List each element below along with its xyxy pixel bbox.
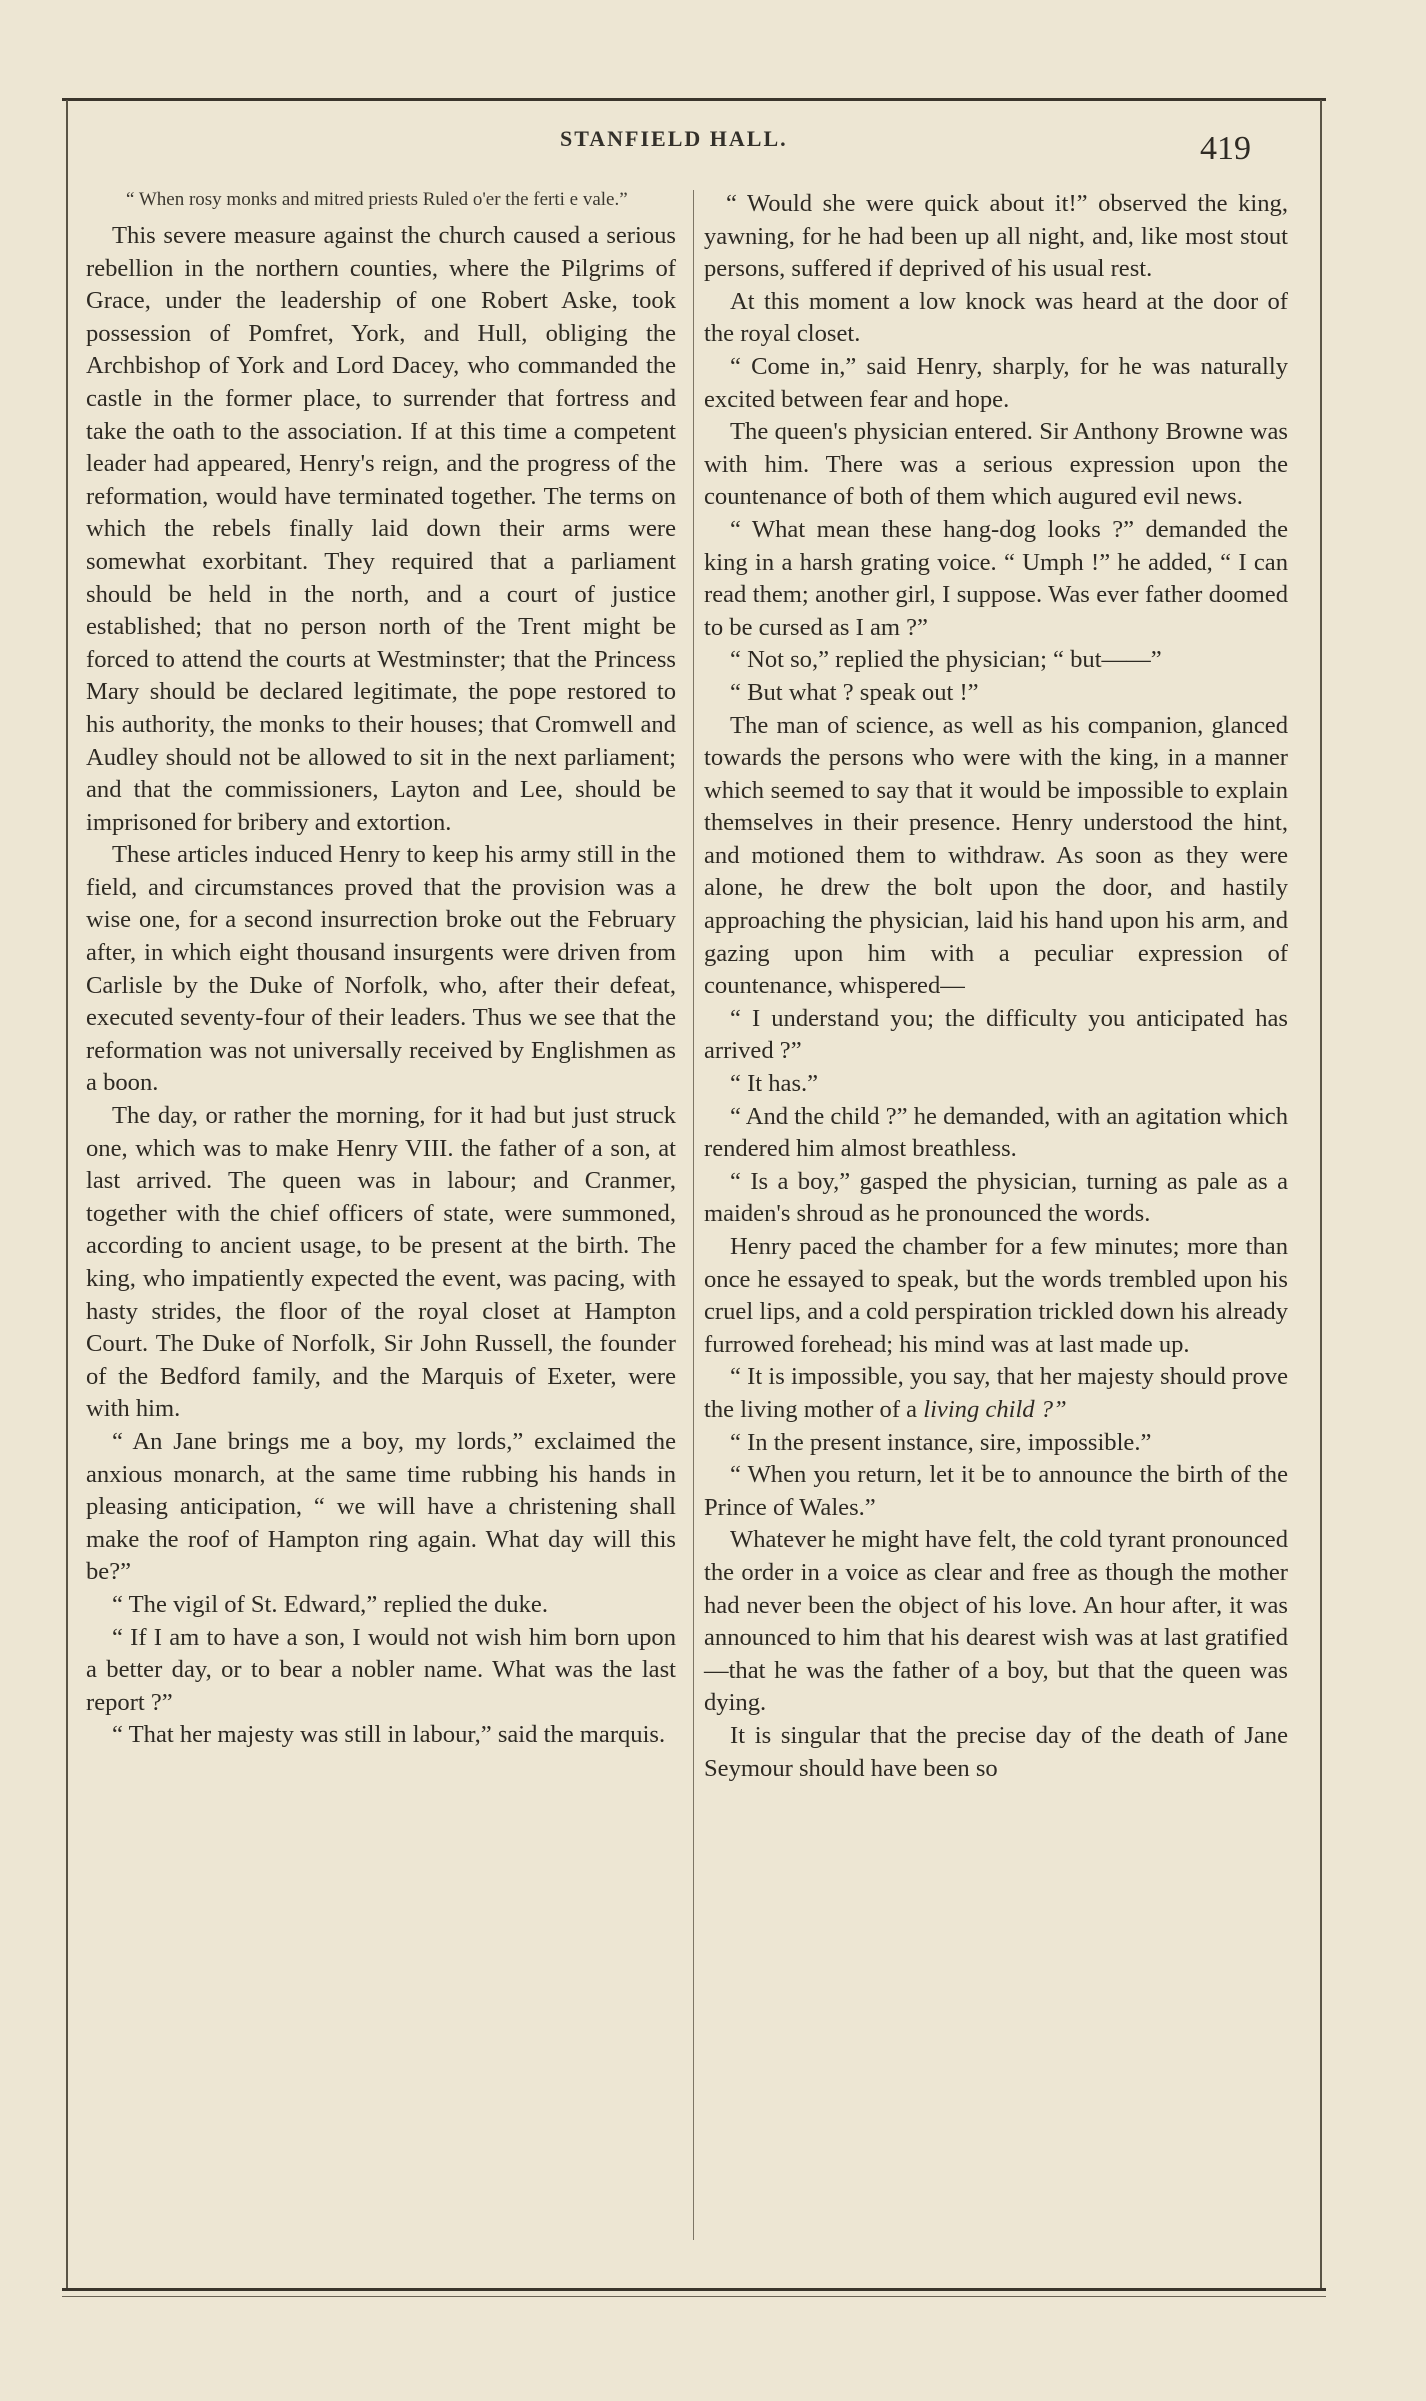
paragraph: “ In the present instance, sire, impossible.” — [730, 1428, 1152, 1456]
paragraph: “ Is a boy,” gasped the physician, turning as pale as a maiden's shroud as he pronounced the words. — [704, 1167, 1288, 1228]
quote-text: “ It is impossible, you say, that her majesty should prove the living mother of a — [704, 1363, 1288, 1423]
paragraph: “ The vigil of St. Edward,” replied the duke. — [112, 1590, 548, 1618]
paragraph: Henry paced the chamber for a few minutes; more than once he essayed to speak, but the words trembled upon his cruel lips, and a cold perspiration trickled down his already furrowed forehead; his mind was at last made up. — [704, 1233, 1288, 1358]
paragraph: The queen's physician entered. Sir Anthony Browne was with him. There was a serious expression upon the countenance of both of them which augured evil news. — [704, 418, 1288, 511]
paragraph: “ It has.” — [730, 1070, 819, 1098]
paragraph: “ Come in,” said Henry, sharply, for he was naturally excited between fear and hope. — [704, 352, 1288, 413]
quote-italic: living child ?” — [923, 1395, 1067, 1423]
paragraph: “ But what ? speak out !” — [730, 678, 979, 706]
right-column — [704, 188, 1288, 1785]
paragraph: “ Not so,” replied the physician; “ but——” — [730, 646, 1162, 674]
paragraph: “ And the child ?” he demanded, with an agitation which rendered him almost breathless. — [704, 1102, 1288, 1163]
bottom-rule-thin — [62, 2296, 1326, 2297]
paragraph: “ That her majesty was still in labour,” said the marquis. — [112, 1721, 666, 1749]
bottom-rule — [62, 2288, 1326, 2291]
epigraph: “ When rosy monks and mitred priests Ruled o'er the ferti e vale.” — [126, 189, 628, 210]
page-number: 419 — [1200, 130, 1251, 167]
top-rule — [62, 98, 1326, 101]
paragraph: “ If I am to have a son, I would not wish him born upon a better day, or to bear a nobler name. What was the last report ?” — [86, 1623, 676, 1716]
paragraph-with-italic — [704, 1361, 1288, 1426]
left-column — [86, 188, 676, 1752]
paragraph: The day, or rather the morning, for it had but just struck one, which was to make Henry VIII. the father of a son, at last arrived. The queen was in labour; and Cranmer, together with the chief officers of state, were summoned, according to ancient usage, to be present at the birth. The king, who impatiently expected the event, was pacing, with hasty strides, the floor of the royal closet at Hampton Court. The Duke of Norfolk, Sir John Russell, the founder of the Bedford family, and the Marquis of Exeter, were with him. — [86, 1102, 676, 1423]
paragraph: At this moment a low knock was heard at the door of the royal closet. — [704, 287, 1288, 348]
paragraph: “ I understand you; the difficulty you anticipated has arrived ?” — [704, 1004, 1288, 1065]
running-head: STANFIELD HALL. — [560, 126, 788, 151]
paragraph: Whatever he might have felt, the cold tyrant pronounced the order in a voice as clear and free as though the mother had never been the object of his love. An hour after, it was announced to him that his dearest wish was at last gratified—that he was the father of a boy, but that the queen was dying. — [704, 1526, 1288, 1717]
paragraph: This severe measure against the church caused a serious rebellion in the northern counties, where the Pilgrims of Grace, under the leadership of one Robert Aske, took possession of Pomfret, York, and Hull, obliging the Archbishop of York and Lord Dacey, who commanded the castle in the former place, to surrender that fortress and take the oath to the association. If at this time a competent leader had appeared, Henry's reign, and the progress of the reformation, would have terminated together. The terms on which the rebels finally laid down their arms were somewhat exorbitant. They required that a parliament should be held in the north, and a court of justice established; that no person north of the Trent might be forced to attend the courts at Westminster; that the Princess Mary should be declared legitimate, the pope restored to his authority, the monks to their houses; that Cromwell and Audley should not be allowed to sit in the next parliament; and that the commissioners, Layton and Lee, should be imprisoned for bribery and extortion. — [86, 222, 676, 836]
column-divider — [693, 190, 694, 2240]
paragraph: “ An Jane brings me a boy, my lords,” exclaimed the anxious monarch, at the same time rubbing his hands in pleasing anticipation, “ we will have a christening shall make the roof of Hampton ring again. What day will this be?” — [86, 1427, 676, 1586]
paragraph: These articles induced Henry to keep his army still in the field, and circumstances proved that the provision was a wise one, for a second insurrection broke out the February after, in which eight thousand insurgents were driven from Carlisle by the Duke of Norfolk, who, after their defeat, executed seventy-four of their leaders. Thus we see that the reformation was not universally received by Englishmen as a boon. — [86, 841, 676, 1097]
paragraph: “ What mean these hang-dog looks ?” demanded the king in a harsh grating voice. “ Umph !” he added, “ I can read them; another girl, I suppose. Was ever father doomed to be cursed as I am ?” — [704, 515, 1288, 641]
paragraph: “ Would she were quick about it!” observed the king, yawning, for he had been up all night, and, like most stout persons, suffered if deprived of his usual rest. — [704, 190, 1288, 283]
right-border — [1320, 100, 1322, 2290]
paragraph: The man of science, as well as his companion, glanced towards the persons who were with the king, in a manner which seemed to say that it would be impossible to explain themselves in their presence. Henry understood the hint, and motioned them to withdraw. As soon as they were alone, he drew the bolt upon the door, and hastily approaching the physician, laid his hand upon his arm, and gazing upon him with a peculiar expression of countenance, whispered— — [704, 711, 1288, 1000]
paragraph: “ When you return, let it be to announce the birth of the Prince of Wales.” — [704, 1461, 1288, 1521]
paragraph: It is singular that the precise day of the death of Jane Seymour should have been so — [704, 1721, 1288, 1782]
left-border — [66, 100, 68, 2290]
